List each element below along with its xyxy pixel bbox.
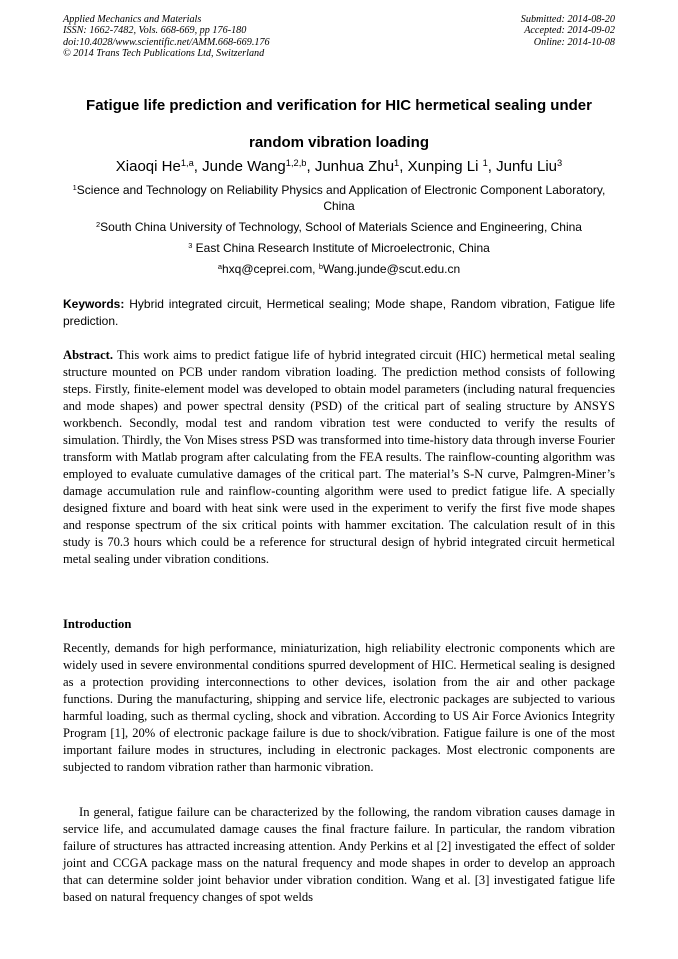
author-affiliation-mark: 1 bbox=[394, 157, 400, 168]
accepted-date: Accepted: 2014-09-02 bbox=[524, 25, 615, 37]
title-line-2: random vibration loading bbox=[248, 134, 429, 151]
email-b: Wang.junde@scut.edu.cn bbox=[323, 262, 461, 276]
submitted-date: Submitted: 2014-08-20 bbox=[520, 14, 615, 25]
affiliation-1 bbox=[60, 182, 618, 214]
affiliation-2 bbox=[60, 219, 618, 235]
title-line-1: Fatigue life prediction and verification for HIC hermetical sealing under bbox=[86, 97, 592, 114]
author-separator: , bbox=[487, 158, 497, 175]
issn-line: ISSN: 1662-7482, Vols. 668-669, pp 176-180 bbox=[63, 25, 247, 37]
affiliation-mark: 1 bbox=[72, 182, 77, 192]
abstract-label: Abstract. bbox=[63, 348, 114, 362]
author-separator: , bbox=[399, 158, 408, 175]
author-affiliation-mark: 1 bbox=[482, 157, 488, 168]
email-mark-b: b bbox=[318, 261, 323, 271]
author-name: Xiaoqi He bbox=[115, 158, 181, 175]
affiliation-3 bbox=[60, 240, 618, 256]
author-separator: , bbox=[306, 158, 315, 175]
journal-name: Applied Mechanics and Materials bbox=[63, 14, 202, 25]
keywords-label: Keywords: bbox=[63, 297, 125, 311]
author-affiliation-mark: 1,a bbox=[180, 157, 194, 168]
keywords-text: Hybrid integrated circuit, Hermetical sealing; Mode shape, Random vibration, Fatigue life prediction. bbox=[63, 297, 615, 328]
online-date: Online: 2014-10-08 bbox=[533, 36, 615, 48]
author-separator: , bbox=[193, 158, 203, 175]
affiliation-mark: 2 bbox=[96, 219, 101, 229]
author-name: Xunping Li bbox=[407, 158, 483, 175]
affiliation-text: South China University of Technology, School of Materials Science and Engineering, China bbox=[100, 220, 582, 234]
author-affiliation-mark: 1,2,b bbox=[285, 157, 307, 168]
email-a: hxq@ceprei.com, bbox=[221, 262, 319, 276]
introduction-paragraph-1: Recently, demands for high performance, miniaturization, high reliability electronic components which are widely used in severe environmental conditions spurred development of HIC. Hermetical sealing is designed as a protection providing interconnections to other devices, isolation from the air and other package functions. During the manufacturing, shipping and service life, electronic packages are subjected to various harmful loading, such as thermal cycling, shock and vibration. According to US Air Force Avionics Integrity Program [1], 20% of electronic package failure is due to shock/vibration. Fatigue failure is one of the most important failure modes in structures, including in electronic packages. Most electronic components are subjected to random vibration rather than harmonic vibration. bbox=[63, 641, 615, 774]
affiliation-text: Science and Technology on Reliability Physics and Application of Electronic Component Laboratory, China bbox=[76, 183, 606, 213]
affiliation-mark: 3 bbox=[188, 240, 193, 250]
copyright-line: © 2014 Trans Tech Publications Ltd, Switzerland bbox=[63, 48, 265, 60]
author-name: Junde Wang bbox=[202, 158, 286, 175]
author-list bbox=[30, 157, 648, 177]
author-affiliation-mark: 3 bbox=[557, 157, 563, 168]
author-name: Junhua Zhu bbox=[314, 158, 395, 175]
author-emails bbox=[60, 261, 618, 277]
abstract-section bbox=[63, 347, 615, 568]
email-mark-a: a bbox=[217, 261, 222, 271]
affiliation-text: East China Research Institute of Microelectronic, China bbox=[192, 241, 490, 255]
introduction-heading: Introduction bbox=[63, 617, 132, 631]
paper-title bbox=[40, 87, 638, 161]
introduction-paragraph-2: In general, fatigue failure can be characterized by the following, the random vibration causes damage in service life, and accumulated damage causes the final fracture failure. In particular, the random vibration failure of structures has attracted increasing attention. Andy Perkins et al [2] investigated the effect of solder joint and CCGA package mass on the natural frequency and mode shapes in order to develop an approach that can determine solder joint behavior under vibration condition. Wang et al. [3] investigated fatigue life based on natural frequency changes of spot welds bbox=[63, 805, 615, 904]
journal-info-header bbox=[63, 14, 270, 60]
abstract-text: This work aims to predict fatigue life of hybrid integrated circuit (HIC) hermetical metal sealing structure mounted on PCB under random vibration loading. The prediction method consists of following steps. Firstly, finite-element model was developed to obtain model parameters (including natural frequencies and mode shapes) and power spectral density (PSD) of the critical part of sealing structure by ANSYS workbench. Secondly, modal test and random vibration test were conducted to verify the results of simulation. Thirdly, the Von Mises stress PSD was transformed into time-history data through inverse Fourier transform with Matlab program after calculating from the FEA results. The rainflow-counting algorithm was employed to evaluate cumulative damages of the critical part. The material’s S-N curve, Palmgren-Miner’s damage accumulation rule and rainflow-counting algorithm were used to predict fatigue life. A specially designed fixture and board with heat sink were used in the experiment to verify the first five mode shapes and response spectrum of the six critical points with hammer excitation. The calculation result of in this study is 70.3 hours which could be a reference for structural design of hybrid integrated circuit hermetical metal sealing under vibration conditions. bbox=[63, 348, 615, 566]
keywords-section bbox=[63, 296, 615, 330]
submission-dates-header bbox=[521, 14, 615, 48]
doi-line: doi:10.4028/www.scientific.net/AMM.668-669.176 bbox=[63, 36, 270, 48]
author-name: Junfu Liu bbox=[496, 158, 558, 175]
